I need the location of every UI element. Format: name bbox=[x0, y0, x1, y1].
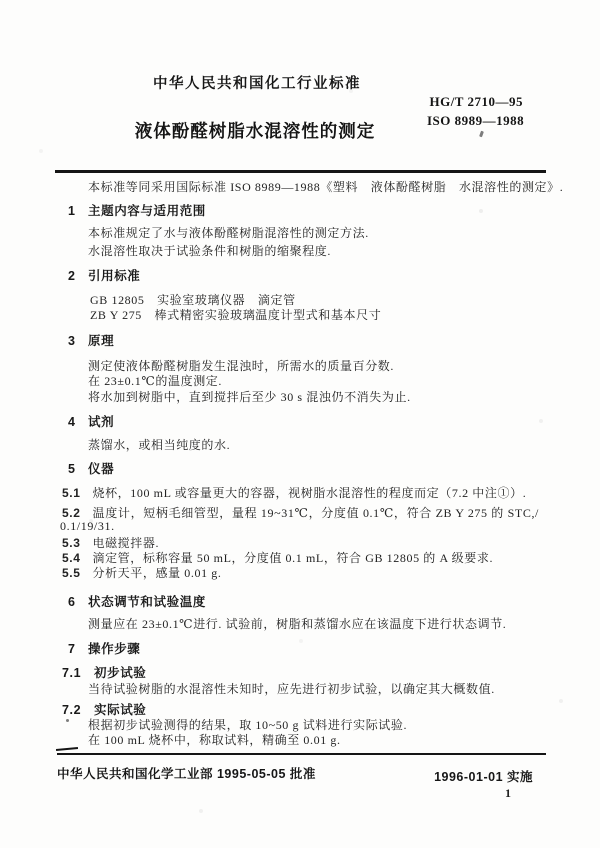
section-number: 3 bbox=[68, 334, 76, 348]
standard-authority-line: 中华人民共和国化工行业标准 bbox=[153, 76, 361, 92]
implementation-date: 1996-01-01 实施 bbox=[434, 770, 533, 784]
clause-text: 分析天平，感量 0.01 g. bbox=[92, 566, 222, 580]
section-title: 主题内容与适用范围 bbox=[88, 204, 206, 218]
section-number: 2 bbox=[68, 269, 76, 283]
approval-line: 中华人民共和国化学工业部 1995-05-05 批准 bbox=[57, 767, 316, 781]
scan-noise bbox=[0, 0, 2, 2]
clause-continuation: 0.1/19/31. bbox=[60, 519, 115, 533]
clause-text: 电磁搅拌器. bbox=[92, 536, 160, 550]
section-title: 试剂 bbox=[88, 415, 115, 429]
clause-number: 5.1 bbox=[62, 486, 81, 500]
header-rule bbox=[55, 170, 546, 173]
paragraph: 水混溶性取决于试验条件和树脂的缩聚程度. bbox=[88, 244, 332, 258]
clause bbox=[62, 504, 539, 521]
section-heading bbox=[68, 266, 140, 284]
paragraph: 在 100 mL 烧杯中，称取试料，精确至 0.01 g. bbox=[88, 733, 341, 747]
paragraph: 根据初步试验测得的结果，取 10~50 g 试料进行实际试验. bbox=[88, 718, 408, 732]
subclause-number: 7.2 bbox=[62, 703, 82, 717]
iso-number: ISO 8989—1988 bbox=[427, 113, 525, 128]
clause-number: 5.5 bbox=[62, 566, 81, 580]
page-number: 1 bbox=[505, 786, 511, 800]
paragraph: 将水加到树脂中，直到搅拌后至少 30 s 混浊仍不消失为止. bbox=[88, 390, 411, 404]
clause bbox=[62, 564, 222, 581]
clause-number: 5.2 bbox=[62, 506, 81, 520]
standard-number: HG/T 2710—95 bbox=[429, 94, 523, 109]
paragraph: 本标准规定了水与液体酚醛树脂混溶性的测定方法. bbox=[88, 226, 369, 240]
standard-number-block bbox=[427, 92, 523, 130]
scan-speck bbox=[66, 719, 69, 722]
clause-number: 5.4 bbox=[62, 551, 81, 565]
section-heading bbox=[68, 592, 206, 610]
section-heading bbox=[68, 639, 140, 657]
section-heading bbox=[68, 201, 206, 219]
subclause-number: 7.1 bbox=[62, 666, 82, 680]
referenced-standard: GB 12805 实验室玻璃仪器 滴定管 bbox=[90, 293, 296, 307]
section-heading bbox=[68, 459, 114, 477]
clause-text: 烧杯，100 mL 或容量更大的容器，视树脂水混溶性的程度而定（7.2 中注①）. bbox=[92, 486, 527, 500]
paragraph: 蒸馏水，或相当纯度的水. bbox=[88, 438, 231, 452]
preamble-paragraph: 本标准等同采用国际标准 ISO 8989—1988《塑料 液体酚醛树脂 水混溶性的测定》. bbox=[88, 180, 564, 194]
clause-number: 5.3 bbox=[62, 536, 81, 550]
section-heading bbox=[68, 412, 114, 430]
subclause-title: 初步试验 bbox=[94, 666, 147, 680]
scan-speck bbox=[479, 131, 484, 138]
paragraph: 在 23±0.1℃的温度测定. bbox=[88, 374, 223, 388]
footer-rule-tick bbox=[56, 747, 78, 751]
section-number: 6 bbox=[68, 595, 76, 609]
subclause-title: 实际试验 bbox=[94, 703, 147, 717]
clause bbox=[62, 484, 526, 501]
paragraph: 测定使液体酚醛树脂发生混浊时，所需水的质量百分数. bbox=[88, 359, 395, 373]
section-number: 5 bbox=[68, 462, 76, 476]
section-title: 操作步骤 bbox=[88, 642, 141, 656]
subclause-heading bbox=[62, 663, 146, 681]
paragraph: 当待试验树脂的水混溶性未知时，应先进行初步试验，以确定其大概数值. bbox=[88, 682, 495, 696]
paragraph: 测量应在 23±0.1℃进行. 试验前，树脂和蒸馏水应在该温度下进行状态调节. bbox=[88, 617, 507, 631]
section-number: 1 bbox=[68, 204, 76, 218]
section-title: 状态调节和试验温度 bbox=[88, 595, 206, 609]
clause-text: 温度计，短柄毛细管型，量程 19~31℃，分度值 0.1℃，符合 ZB Y 275 的 STC,/ bbox=[92, 506, 539, 520]
document-title: 液体酚醛树脂水混溶性的测定 bbox=[134, 121, 376, 141]
section-title: 原理 bbox=[88, 334, 115, 348]
section-title: 引用标准 bbox=[88, 269, 141, 283]
referenced-standard: ZB Y 275 棒式精密实验玻璃温度计型式和基本尺寸 bbox=[90, 308, 382, 322]
footer-rule bbox=[57, 753, 546, 755]
section-title: 仪器 bbox=[88, 462, 115, 476]
section-heading bbox=[68, 331, 114, 349]
section-number: 4 bbox=[68, 415, 76, 429]
section-number: 7 bbox=[68, 642, 76, 656]
clause-text: 滴定管，标称容量 50 mL，分度值 0.1 mL，符合 GB 12805 的 A 级要求. bbox=[92, 551, 494, 565]
